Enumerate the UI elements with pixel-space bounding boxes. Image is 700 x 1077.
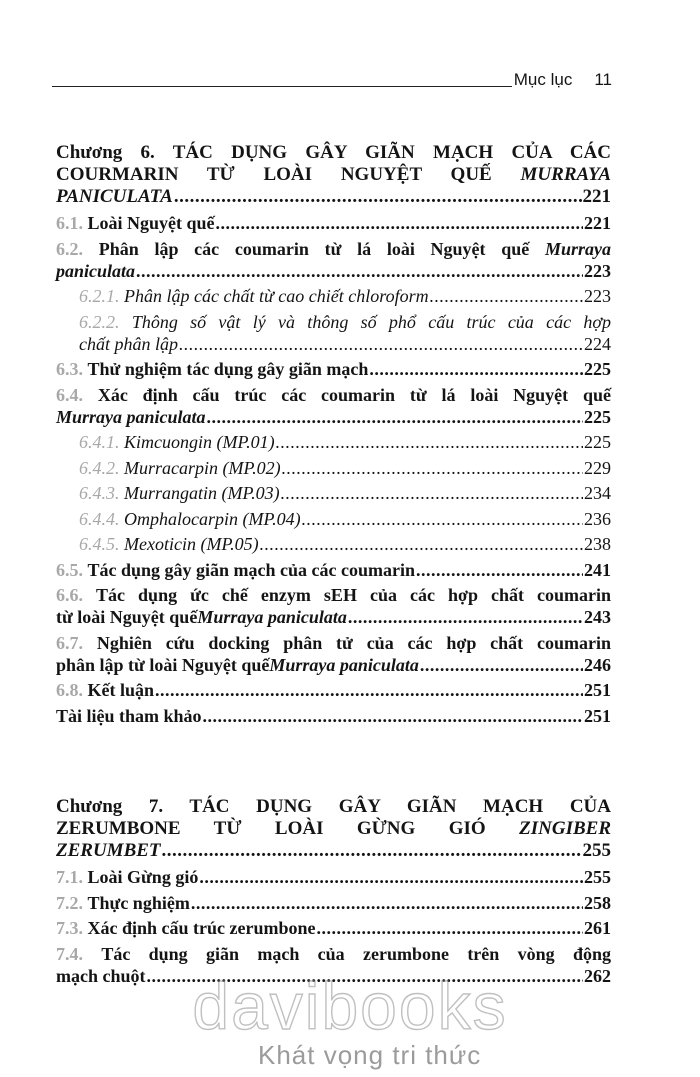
toc-entry: 6.4.1. Kimcuongin (MP.01) ..... 225 xyxy=(56,431,611,453)
page-number: 229 xyxy=(584,457,611,478)
toc-entry: 6.5. Tác dụng gây giãn mạch của các coumarin ..... 241 xyxy=(56,559,611,581)
page-number: 225 xyxy=(584,359,611,379)
toc-entry: 6.4.2. Murracarpin (MP.02) ..... 229 xyxy=(56,457,611,479)
toc-entry: 6.4.5. Mexoticin (MP.05) ..... 238 xyxy=(56,533,611,555)
page-number: 241 xyxy=(584,559,611,580)
page-number: 255 xyxy=(584,867,611,887)
page-number: 221 xyxy=(582,186,611,207)
toc-entry: 6.2. Phân lập các coumarin từ lá loài Nguyệt quế Murraya paniculata ..... 223 xyxy=(56,238,611,282)
chapter-title-line1: Chương 7. TÁC DỤNG GÂY GIÃN MẠCH CỦA xyxy=(56,796,611,817)
page-number: 246 xyxy=(584,654,611,675)
page-number: 223 xyxy=(584,260,611,281)
watermark-slogan: Khát vọng tri thức xyxy=(258,1040,482,1070)
toc-entry: 7.2. Thực nghiệm ..... 258 xyxy=(56,892,611,914)
page-number: 234 xyxy=(584,483,611,503)
page-number: 225 xyxy=(584,432,611,452)
toc-entry: 6.8. Kết luận ..... 251 xyxy=(56,679,611,701)
toc-entry: 7.3. Xác định cấu trúc zerumbone ..... 261 xyxy=(56,917,611,939)
page-number: 238 xyxy=(584,534,611,554)
page-number: 262 xyxy=(584,965,611,986)
chapter-heading xyxy=(56,142,611,208)
toc-entry: 6.4.4. Omphalocarpin (MP.04) ..... 236 xyxy=(56,508,611,530)
toc-entry: 6.4.3. Murrangatin (MP.03) ..... 234 xyxy=(56,482,611,504)
header-page-number: 11 xyxy=(594,70,612,89)
toc-entry-references: Tài liệu tham khảo ..... 251 xyxy=(56,705,611,727)
page-number: 251 xyxy=(584,680,611,700)
chapter-heading xyxy=(56,796,611,862)
page-number: 255 xyxy=(582,840,611,861)
watermark-logo: davibooks xyxy=(192,969,508,1043)
page-number: 225 xyxy=(584,406,611,427)
toc-entry: 7.4. Tác dụng giãn mạch của zerumbone trên vòng động mạch chuột ..... 262 xyxy=(56,943,611,987)
page-number: 251 xyxy=(584,705,611,726)
page-number: 224 xyxy=(584,333,611,354)
page-number: 236 xyxy=(584,508,611,529)
header-title: Mục lục xyxy=(513,70,573,89)
toc-entry: 6.3. Thử nghiệm tác dụng gây giãn mạch ..... 225 xyxy=(56,358,611,380)
chapter-title-line3: PANICULATA ..... 221 xyxy=(56,186,611,208)
toc-entry: 6.2.1. Phân lập các chất từ cao chiết chloroform ..... 223 xyxy=(56,285,611,307)
toc-entry: 6.1. Loài Nguyệt quế ..... 221 xyxy=(56,212,611,234)
chapter-title-line1: Chương 6. TÁC DỤNG GÂY GIÃN MẠCH CỦA CÁC xyxy=(56,142,611,163)
chapter-title-line2: COURMARIN TỪ LOÀI NGUYỆT QUẾ MURRAYA xyxy=(56,164,611,185)
toc-entry: 6.7. Nghiên cứu docking phân tử của các hợp chất coumarin phân lập từ loài Nguyệt quế Murraya paniculata ..... 246 xyxy=(56,632,611,676)
toc-chapter-7 xyxy=(56,796,611,990)
toc-chapter-6 xyxy=(56,142,611,730)
page-number: 221 xyxy=(584,213,611,233)
page-header xyxy=(52,70,612,90)
page-number: 223 xyxy=(584,286,611,306)
page-number: 258 xyxy=(584,892,611,913)
toc-entry: 6.2.2. Thông số vật lý và thông số phổ cấu trúc của các hợp chất phân lập ..... 224 xyxy=(56,311,611,355)
page-number: 243 xyxy=(584,607,611,627)
chapter-title-line2: ZERUMBONE TỪ LOÀI GỪNG GIÓ ZINGIBER xyxy=(56,818,611,839)
header-rule xyxy=(52,86,512,87)
toc-entry: 6.6. Tác dụng ức chế enzym sEH của các hợp chất coumarin từ loài Nguyệt quế Murraya paniculata ..... 243 xyxy=(56,584,611,628)
chapter-title-line3: ZERUMBET ..... 255 xyxy=(56,840,611,862)
toc-entry: 7.1. Loài Gừng gió ..... 255 xyxy=(56,866,611,888)
page-number: 261 xyxy=(584,918,611,938)
toc-entry: 6.4. Xác định cấu trúc các coumarin từ lá loài Nguyệt quế Murraya paniculata ..... 225 xyxy=(56,384,611,428)
